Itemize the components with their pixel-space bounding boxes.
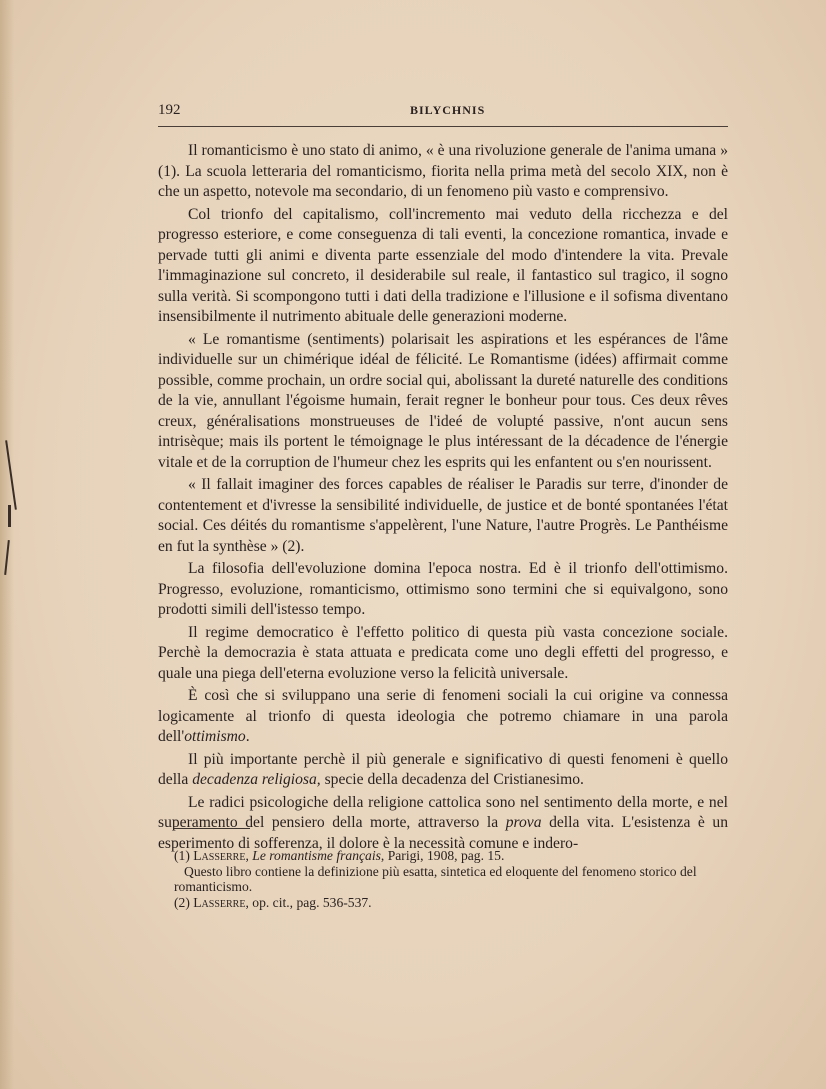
- paragraph: [158, 686, 728, 748]
- paragraph: [158, 793, 728, 855]
- paragraph-text: della vita. L'esistenza è un esperimento di sofferenza, il dolore è la necessità comune e indero-: [158, 814, 728, 852]
- footnote-2: [174, 895, 728, 911]
- running-head: BILYCHNIS: [410, 103, 486, 117]
- paragraph-text: Il più importante perchè il più generale e significativo di questi fenomeni è quello della: [158, 750, 728, 788]
- footnote-1-note: [174, 864, 728, 895]
- paragraph-text: Il regime democratico è l'effetto politico di questa più vasta concezione sociale. Perchè la democrazia è stata attuata e predicata come uno degli effetti del progresso, e quale una piega dell'eterna evoluzione verso la felicità universale.: [158, 623, 728, 682]
- italic-term: prova: [505, 814, 542, 831]
- footnote-1: [174, 848, 728, 864]
- footnote-title: Le romantisme français: [252, 848, 381, 863]
- footnote-details: , Parigi, 1908, pag. 15.: [380, 848, 505, 863]
- footnote-details: , op. cit., pag. 536-537.: [245, 894, 372, 910]
- paragraph: [158, 141, 728, 203]
- paragraph: [158, 205, 728, 328]
- footnote-number: (1): [174, 848, 194, 863]
- italic-term: decadenza religiosa,: [192, 771, 321, 788]
- paragraph-text: È così che si sviluppano una serie di fenomeni sociali la cui origine va connessa logicamente al trionfo di questa ideologia che potremo chiamare in una parola dell': [158, 687, 728, 745]
- paragraph: [158, 559, 728, 621]
- body-text: [158, 141, 728, 856]
- paragraph: [158, 750, 728, 791]
- footnote-number: (2): [174, 894, 194, 910]
- paragraph-text: La filosofia dell'evoluzione domina l'epoca nostra. Ed è il trionfo dell'ottimismo. Progresso, evoluzione, romanticismo, ottimismo sono termini che si equivalgono, sono prodotti simili dell'istesso tempo.: [158, 560, 728, 618]
- paragraph-text: « Le romantisme (sentiments) polarisait les aspirations et les espérances de l'âme individuelle sur un chimérique idéal de félicité. Le Romantisme (idées) affirmait comme possible, comme prochain, un ordre social qui, abolissant la dureté naturelle des conditions de la vie, annullant l'égoisme humain, ferait regner le bonheur pour tous. Ces deux rêves creux, généralisations monstrueuses de l'ideé de volupté passive, n'ont aucun sens intrisèque; mais ils portent le témoignage le plus intéressant de la décadence de l'énergie vitale et de la corruption de l'humeur chez les esprits qui les enfantent ou s'en nourissent.: [158, 330, 728, 471]
- paragraph-text: specie della decadenza del Cristianesimo.: [320, 771, 584, 788]
- paragraph-text: Il romanticismo è uno stato di animo, « è una rivoluzione generale de l'anima umana » (1). La scuola letteraria del romanticismo, fiorita nella prima metà del secolo XIX, non è che un aspetto, notevole ma secondario, di un fenomeno più vasto e comprensivo.: [158, 142, 728, 200]
- footnote-divider: [174, 828, 250, 829]
- paragraph: [158, 330, 728, 474]
- footnotes: [174, 848, 728, 910]
- page-number: 192: [158, 102, 181, 118]
- paragraph-text: Le radici psicologiche della religione cattolica sono nel sentimento della morte, e nel superamento del pensiero della morte, attraverso la: [158, 793, 728, 831]
- paragraph-text: .: [245, 728, 250, 745]
- italic-term: ottimismo: [184, 728, 246, 745]
- paragraph: [158, 623, 728, 685]
- paragraph-text: « Il fallait imaginer des forces capables de réaliser le Paradis sur terre, d'inonder de contentement et d'ivresse la sensibilité individuelle, de justice et de bonté spontanées l'état social. Ces déités du romantisme s'appelèrent, l'une Nature, l'autre Progrès. Le Panthéisme en fut la synthèse » (2).: [158, 476, 728, 555]
- footnote-author: Lasserre: [193, 894, 246, 910]
- margin-mark: [8, 505, 11, 527]
- paragraph-text: Col trionfo del capitalismo, coll'incremento mai veduto della ricchezza e del progresso esteriore, e come conseguenza di tali eventi, la concezione romantica, invade e pervade tutti gli animi e diventa parte essenziale del modo d'intendere la vita. Prevale l'immaginazione sul concreto, il desiderabile sul reale, il fantastico sul tragico, il sogno sulla verità. Si scompongono tutti i dati della tradizione e l'illusione e il sofisma diventano insensibilmente il nutrimento abituale delle generazioni moderne.: [158, 205, 728, 325]
- footnote-separator: ,: [245, 848, 253, 863]
- footnote-author: Lasserre: [193, 848, 246, 863]
- paragraph: [158, 475, 728, 557]
- footnote-text: Questo libro contiene la definizione più esatta, sintetica ed eloquente del fenomeno storico del romanticismo.: [174, 863, 697, 894]
- page-header: [158, 102, 728, 127]
